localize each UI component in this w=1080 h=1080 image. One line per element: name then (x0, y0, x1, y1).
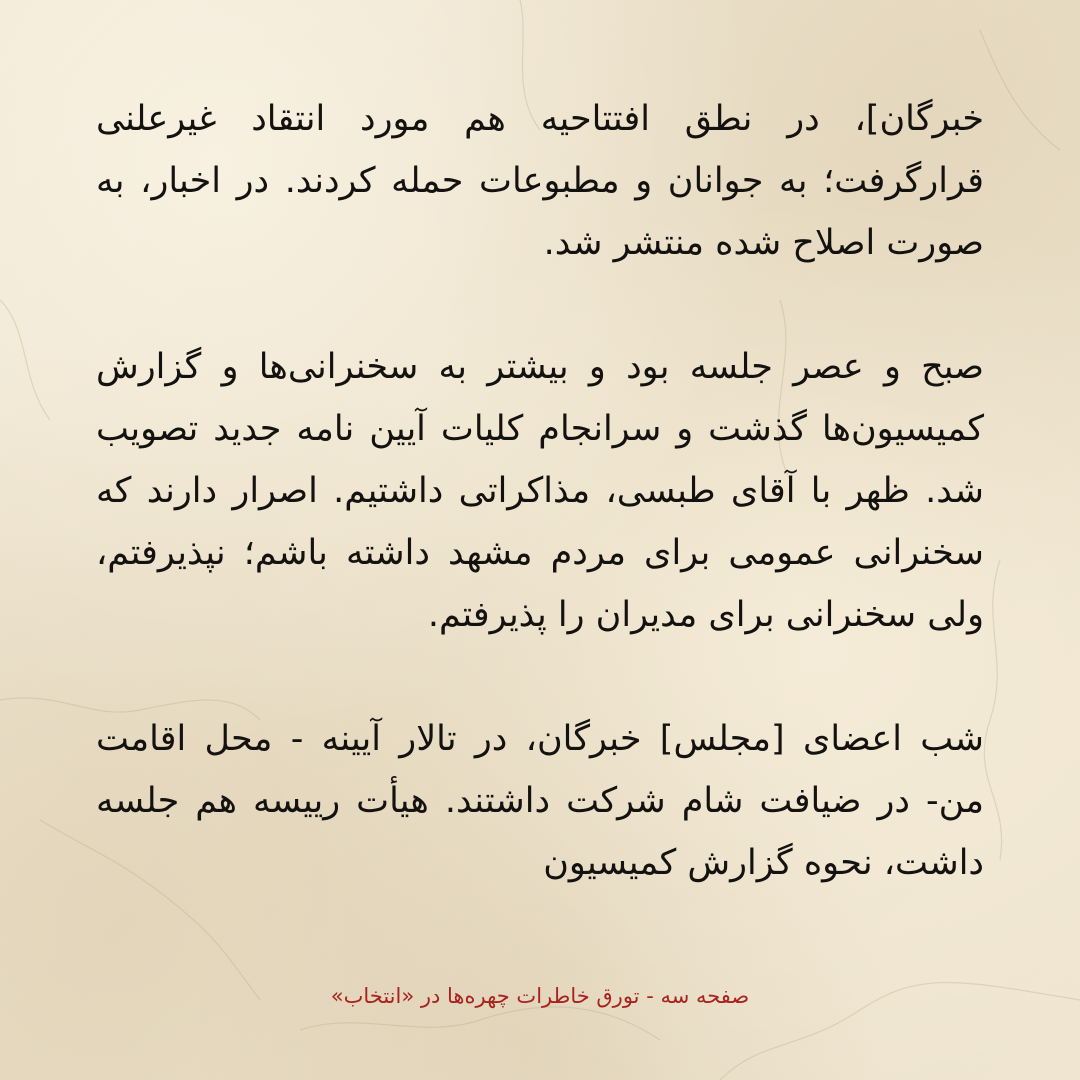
paragraph-1: خبرگان]، در نطق افتتاحیه هم مورد انتقاد غیرعلنی قرارگرفت؛ به جوانان و مطبوعات حمله کردند. در اخبار، به صورت اصلاح شده منتشر شد. (96, 99, 984, 263)
page-caption: صفحه سه - تورق خاطرات چهره‌ها در «انتخاب» (330, 984, 750, 1008)
paragraph-3: شب اعضای [مجلس] خبرگان، در تالار آیینه - محل اقامت من- در ضیافت شام شرکت داشتند. هیأت رییسه هم جلسه داشت، نحوه گزارش کمیسیون (96, 719, 984, 883)
paragraph-2: صبح و عصر جلسه بود و بیشتر به سخنرانی‌ها و گزارش کمیسیون‌ها گذشت و سرانجام کلیات آیین نامه جدید تصویب شد. ظهر با آقای طبسی، مذاکراتی داشتیم. اصرار دارند که سخنرانی عمومی برای مردم مشهد داشته باشم؛ نپذیرفتم، ولی سخنرانی برای مدیران را پذیرفتم. (96, 347, 984, 635)
document-page (96, 88, 984, 894)
